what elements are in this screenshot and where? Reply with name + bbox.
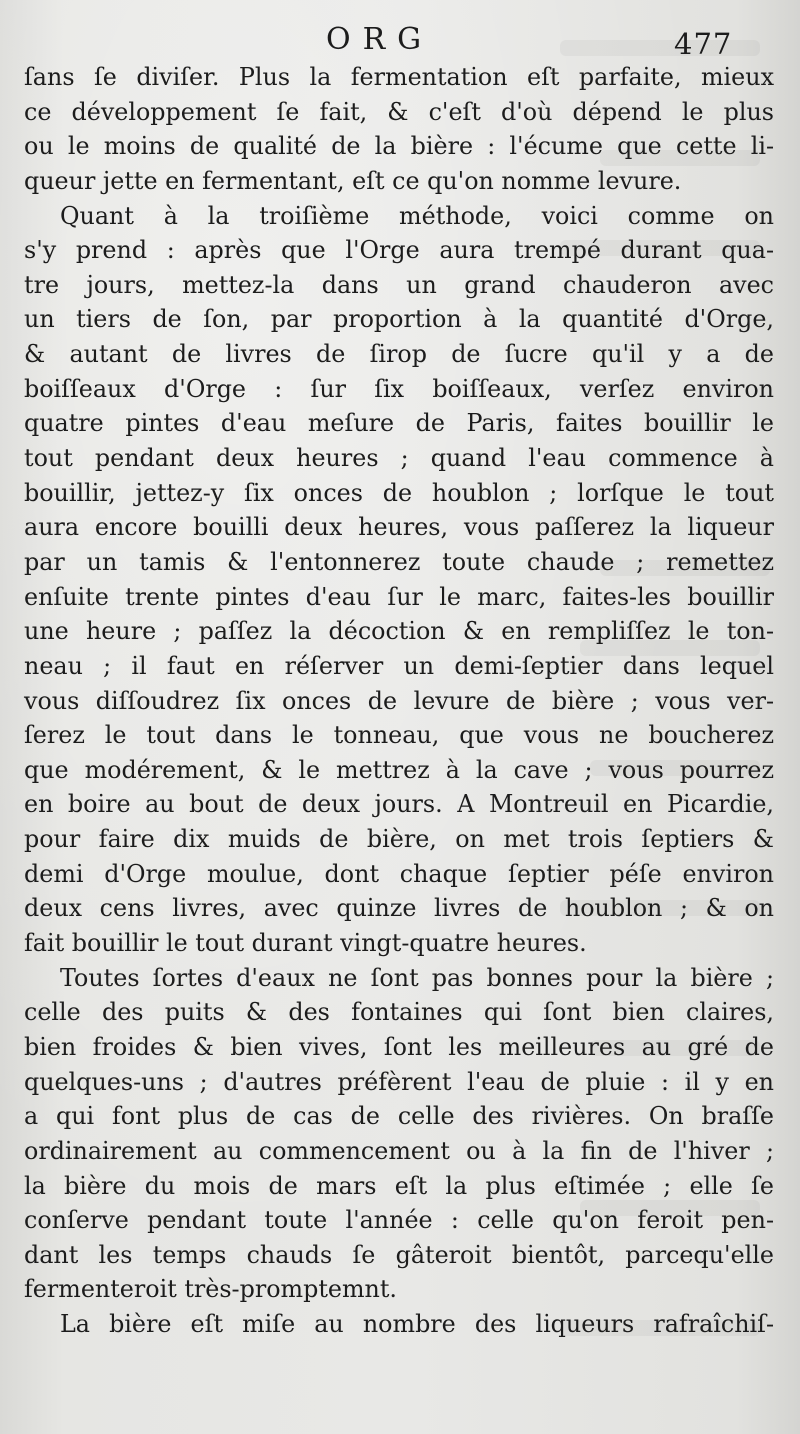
text-line: quatre pintes d'eau meſure de Paris, faites bouillir le <box>24 409 774 438</box>
text-line: deux cens livres, avec quinze livres de houblon ; & on <box>24 894 774 923</box>
text-line: ce développement ſe fait, & c'eſt d'où dépend le plus <box>24 97 774 126</box>
paragraph-start-line: Quant à la troiſième méthode, voici comme on <box>60 201 774 230</box>
text-line: tout pendant deux heures ; quand l'eau commence à <box>24 444 774 473</box>
text-line: fait bouillir le tout durant vingt-quatre heures. <box>24 929 587 958</box>
running-head-title: ORG <box>326 22 434 57</box>
text-line: ſans ſe diviſer. Plus la fermentation eſt parfaite, mieux <box>24 63 774 91</box>
text-line: neau ; il faut en réſerver un demi-ſeptier dans lequel <box>24 651 774 680</box>
text-line: bien froides & bien vives, ſont les meilleures au gré de <box>24 1032 774 1061</box>
text-line: ordinairement au commencement ou à la fin de l'hiver ; <box>24 1136 774 1165</box>
paragraph-start-line: Toutes ſortes d'eaux ne ſont pas bonnes pour la bière ; <box>60 963 774 992</box>
page-number: 477 <box>674 27 733 61</box>
text-line: tre jours, mettez-la dans un grand chauderon avec <box>24 270 774 299</box>
text-line: enſuite trente pintes d'eau ſur le marc, faites-les bouillir <box>24 582 774 611</box>
body-text <box>24 60 774 1342</box>
text-line: aura encore bouilli deux heures, vous paſſerez la liqueur <box>24 513 774 542</box>
text-line: quelques-uns ; d'autres préfèrent l'eau de pluie : il y en <box>24 1067 774 1096</box>
text-line: ſerez le tout dans le tonneau, que vous ne boucherez <box>24 721 774 750</box>
text-line: une heure ; paſſez la décoction & en rempliſſez le ton- <box>24 617 774 646</box>
text-line: vous diſſoudrez ſix onces de levure de bière ; vous ver- <box>24 686 774 715</box>
text-line: s'y prend : après que l'Orge aura trempé durant qua- <box>24 236 774 265</box>
text-line: ou le moins de qualité de la bière : l'écume que cette li- <box>24 132 774 161</box>
text-line: conſerve pendant toute l'année : celle qu'on feroit pen- <box>24 1206 774 1235</box>
text-line: a qui font plus de cas de celle des rivières. On braſſe <box>24 1102 774 1131</box>
text-line: fermenteroit très-promptemnt. <box>24 1275 397 1304</box>
text-line: pour faire dix muids de bière, on met trois ſeptiers & <box>24 825 774 854</box>
text-line: en boire au bout de deux jours. A Montreuil en Picardie, <box>24 790 774 819</box>
text-line: boiſſeaux d'Orge : ſur ſix boiſſeaux, verſez environ <box>24 374 774 403</box>
text-line: la bière du mois de mars eſt la plus eſtimée ; elle ſe <box>24 1171 774 1200</box>
text-line: demi d'Orge moulue, dont chaque ſeptier péſe environ <box>24 859 774 888</box>
text-line: que modérement, & le mettrez à la cave ; vous pourrez <box>24 755 774 784</box>
running-head <box>0 22 800 62</box>
text-line: queur jette en fermentant, eſt ce qu'on nomme levure. <box>24 166 682 195</box>
text-line: & autant de livres de ſirop de ſucre qu'il y a de <box>24 340 774 369</box>
text-line: par un tamis & l'entonnerez toute chaude ; remettez <box>24 547 774 576</box>
text-line: un tiers de ſon, par proportion à la quantité d'Orge, <box>24 305 774 334</box>
text-line: celle des puits & des fontaines qui ſont bien claires, <box>24 998 774 1027</box>
paragraph-start-line: La bière eſt miſe au nombre des liqueurs rafraîchiſ- <box>60 1310 774 1339</box>
text-line: dant les temps chauds ſe gâteroit bientôt, parcequ'elle <box>24 1240 774 1269</box>
text-line: bouillir, jettez-y ſix onces de houblon ; lorſque le tout <box>24 478 774 507</box>
